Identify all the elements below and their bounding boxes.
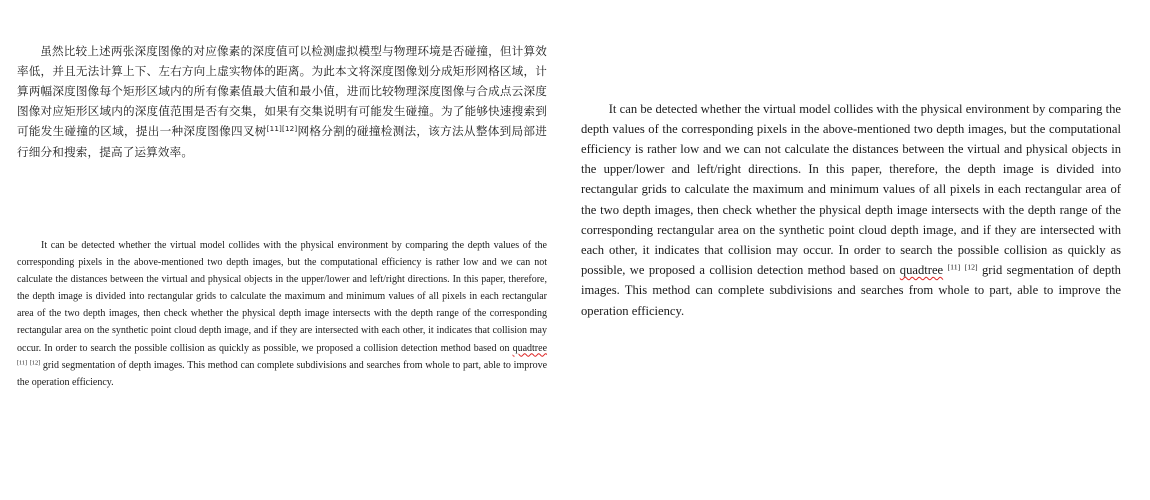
english-paragraph-large bbox=[581, 99, 1121, 321]
citation-12: [12] bbox=[282, 124, 298, 134]
english-paragraph-body: It can be detected whether the virtual model collides with the physical environment by comparing the depth values of the corresponding pixels in the above-mentioned two depth images, but the computational efficiency is rather low and we can not calculate the distances between the virtual and physical objects in the upper/lower and left/right directions. In this paper, therefore, the depth image is divided into rectangular grids to calculate the maximum and minimum values of all pixels in each rectangular area of the two depth images, then check whether the physical depth image intersects with the depth range of the corresponding rectangular area on the synthetic point cloud depth image, and if they are intersected with each other, it indicates that collision may occur. In order to search the possible collision as quickly as possible, we proposed a collision detection method based on bbox=[581, 101, 1121, 278]
spellcheck-flagged-word[interactable]: quadtree bbox=[899, 263, 944, 278]
citation-11: [11] bbox=[266, 124, 282, 134]
chinese-paragraph bbox=[17, 41, 547, 162]
english-paragraph-body: It can be detected whether the virtual model collides with the physical environment by comparing the depth values of the corresponding pixels in the above-mentioned two depth images, but the computational efficiency is rather low and we can not calculate the distances between the virtual and physical objects in the upper/lower and left/right directions. In this paper, therefore, the depth image is divided into rectangular grids to calculate the maximum and minimum values of all pixels in each rectangular area of the two depth images, then check whether the physical depth image intersects with the depth range of the corresponding rectangular area on the synthetic point cloud depth image, and if they are intersected with each other, it indicates that collision may occur. In order to search the possible collision as quickly as possible, we proposed a collision detection method based on bbox=[17, 240, 547, 354]
citation-12: [12] bbox=[29, 359, 41, 367]
chinese-paragraph-text: 虽然比较上述两张深度图像的对应像素的深度值可以检测虚拟模型与物理环境是否碰撞，但计算效率低，并且无法计算上下、左右方向上虚实物体的距离。为此本文将深度图像划分成矩形网格区域，计算两幅深度图像每个矩形区域内的所有像素值最大值和最小值，进而比较物理深度图像与合成点云深度图像对应矩形区域内的深度值范围是否有交集，如果有交集说明有可能发生碰撞。为了能够快速搜索到可能发生碰撞的区域，提出一种深度图像四叉树 bbox=[17, 43, 547, 139]
chinese-paragraph-tail: 网格分割的碰撞检测法，该方法从整体到局部进行细分和搜索，提高了运算效率。 bbox=[17, 124, 547, 159]
english-paragraph-tail: grid segmentation of depth images. This method can complete subdivisions and searches from whole to part, able to improve the operation efficiency. bbox=[17, 359, 548, 388]
citation-12: [12] bbox=[964, 262, 978, 272]
english-paragraph-tail: grid segmentation of depth images. This method can complete subdivisions and searches from whole to part, able to improve the operation efficiency. bbox=[581, 263, 1121, 318]
citation-11: [11] bbox=[17, 359, 28, 367]
spellcheck-flagged-word[interactable]: quadtree bbox=[512, 342, 548, 354]
citation-11: [11] bbox=[947, 262, 961, 272]
english-paragraph-small bbox=[17, 237, 547, 391]
